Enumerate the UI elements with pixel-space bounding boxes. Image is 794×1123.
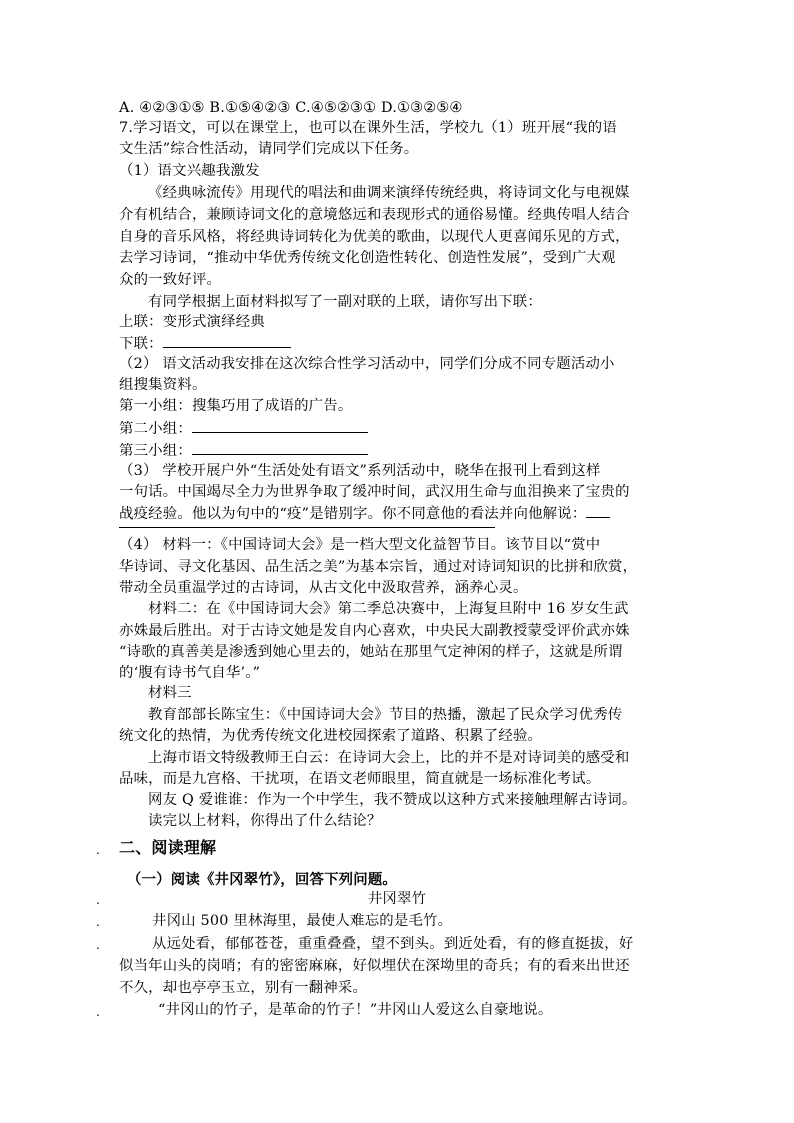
q7-part4-line3: 带动全员重温学过的古诗词，从古文化中汲取营养，涵养心灵。 <box>119 580 528 596</box>
q7-part2-line1: （2） 语文活动我安排在这次综合性学习活动中，同学们分成不同专题活动小 <box>119 356 615 372</box>
q7-part1-line1: 《经典咏流传》用现代的唱法和曲调来演绎传统经典，将诗词文化与电视媒 <box>148 185 630 201</box>
material2-line3: “诗歌的真善美是渗透到她心里去的，她站在那里气定神闲的样子，这就是所谓 <box>119 644 623 660</box>
q7-stem-line2: 文生活”综合性活动，请同学们完成以下任务。 <box>119 141 419 157</box>
reading-sub-heading: （一）阅读《井冈翠竹》，回答下列问题。 <box>127 871 398 888</box>
q7-part3-line2: 一句话。中国竭尽全力为世界争取了缓冲时间，武汉用生命与血泪换来了宝贵的 <box>119 484 630 500</box>
couplet-upper: 上联：变形式演绎经典 <box>119 314 265 330</box>
margin-dot: . <box>96 938 100 952</box>
material3-line4: 品味，而是九宫格、干扰项，在语文老师眼里，简直就是一场标准化考试。 <box>119 771 601 787</box>
q7-part4-line1: （4） 材料一：《中国诗词大会》是一档大型文化益智节目。该节目以“赏中 <box>119 537 601 553</box>
material3-line5: 网友 Q 爱谁谁：作为一个中学生，我不赞成以这种方式来接触理解古诗词。 <box>148 792 637 808</box>
q7-part3-line3-row <box>119 503 610 524</box>
q7-part3-line3: 战疫经验。他以为句中的“疫”是错别字。你不同意他的看法并向他解说： <box>119 506 587 522</box>
material2-line4: 的‘腹有诗书气自华’。” <box>119 665 261 681</box>
q7-part3-answer-blank-1[interactable] <box>586 503 610 518</box>
q7-part3-line1: （3） 学校开展户外“生活处处有语文”系列活动中，晓华在报刊上看到这样 <box>119 463 601 479</box>
passage-para2-line3: 不久，却也亭亭玉立，别有一翻神采。 <box>119 980 368 996</box>
material3-line3: 上海市语文特级教师王白云：在诗词大会上，比的并不是对诗词美的感受和 <box>148 750 630 766</box>
group2-row <box>119 418 368 439</box>
margin-dot: . <box>96 1005 100 1019</box>
group2-answer-blank[interactable] <box>192 418 368 433</box>
q7-part4-ask: 读完以上材料，你得出了什么结论？ <box>148 813 382 829</box>
group3-label: 第三小组： <box>119 443 192 459</box>
group3-row <box>119 440 368 461</box>
group1-line: 第一小组：搜集巧用了成语的广告。 <box>119 398 353 414</box>
couplet-lower-row <box>119 333 291 354</box>
q7-part1-line5: 众的一致好评。 <box>119 272 222 288</box>
passage-para2-line1: 从远处看，郁郁苍苍，重重叠叠，望不到头。到近处看，有的修直挺拔，好 <box>152 936 634 952</box>
q7-stem-line1: 7.学习语文，可以在课堂上，也可以在课外生活，学校九（1）班开展“我的语 <box>119 120 617 136</box>
reading-section-heading: 二、阅读理解 <box>119 838 217 857</box>
passage-para3: “井冈山的竹子，是革命的竹子！”井冈山人爱这么自豪地说。 <box>158 1002 553 1018</box>
group2-label: 第二小组： <box>119 421 192 437</box>
material3-title: 材料三 <box>148 685 192 701</box>
margin-dot: . <box>96 915 100 929</box>
couplet-lower-label: 下联： <box>119 336 163 352</box>
passage-para1: 井冈山 500 里林海里，最使人难忘的是毛竹。 <box>152 913 453 929</box>
q7-part1-heading: （1）语文兴趣我激发 <box>119 163 260 179</box>
material3-line1: 教育部部长陈宝生：《中国诗词大会》节目的热播，激起了民众学习优秀传 <box>148 707 623 723</box>
group3-answer-blank[interactable] <box>192 440 368 455</box>
q7-part1-line3: 自身的音乐风格，将经典诗词转化为优美的歌曲，以现代人更喜闻乐见的方式， <box>119 229 630 245</box>
couplet-lower-answer-blank[interactable] <box>163 333 291 348</box>
passage-para2-line2: 似当年山头的岗哨；有的密密麻麻，好似埋伏在深坳里的奇兵；有的看来出世还 <box>119 958 630 974</box>
material2-line2: 亦姝最后胜出。对于古诗文她是发自内心喜欢，中央民大副教授蒙受评价武亦姝 <box>119 623 630 639</box>
margin-dot: . <box>96 893 100 907</box>
material3-line2: 统文化的热情，为优秀传统文化进校园探索了道路、积累了经验。 <box>119 728 543 744</box>
q7-part4-line2: 华诗词、寻文化基因、品生活之美”为基本宗旨，通过对诗词知识的比拼和欣赏， <box>119 559 638 575</box>
q7-part1-line4: 去学习诗词，“推动中华优秀传统文化创造性转化、创造性发展”，受到广大观 <box>119 250 616 266</box>
q7-part1-line2: 介有机结合，兼顾诗词文化的意境悠远和表现形式的通俗易懂。经典传唱人结合 <box>119 207 630 223</box>
q7-part3-answer-blank-2[interactable] <box>119 527 495 528</box>
margin-dot: . <box>96 843 100 857</box>
q6-options: A. ④②③①⑤ B.①⑤④②③ C.④⑤②③① D.①③②⑤④ <box>119 100 463 116</box>
q7-part1-ask: 有同学根据上面材料拟写了一副对联的上联，请你写出下联： <box>148 294 542 310</box>
q7-part2-line2: 组搜集资料。 <box>119 377 207 393</box>
passage-title: 井冈翠竹 <box>367 891 427 907</box>
material2-line1: 材料二：在《中国诗词大会》第二季总决赛中，上海复旦附中 16 岁女生武 <box>148 601 629 617</box>
